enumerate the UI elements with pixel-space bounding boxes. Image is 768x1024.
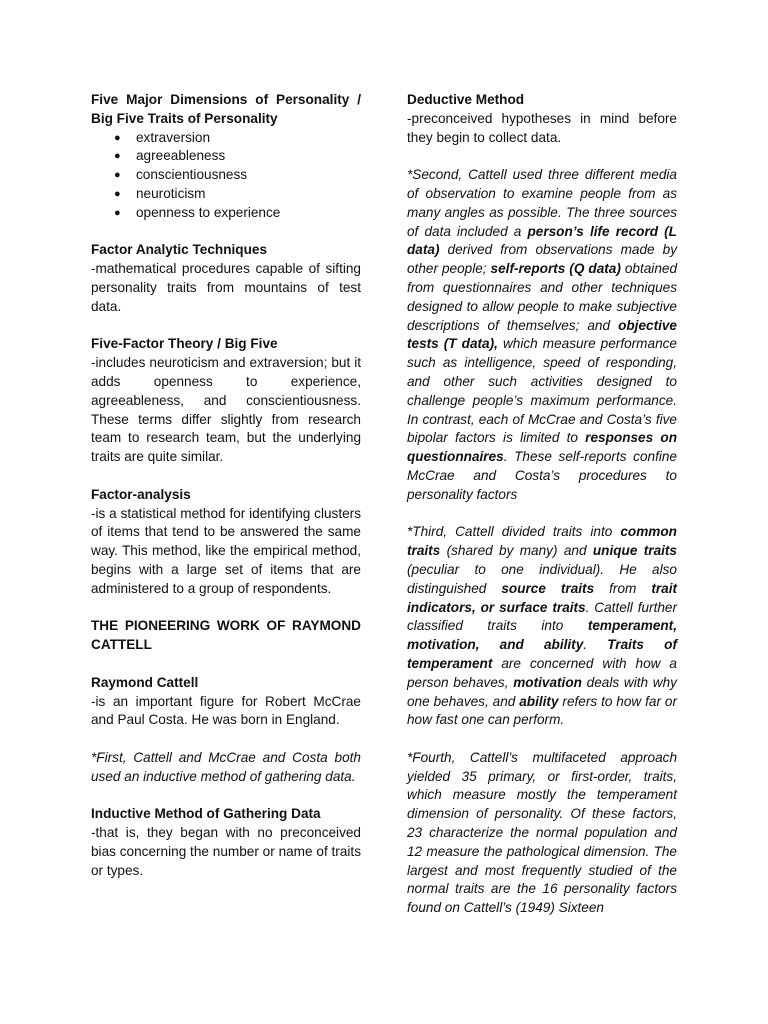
left-column: [91, 91, 361, 880]
factor-analytic-heading: Factor Analytic Techniques: [91, 242, 268, 258]
text-run: .: [583, 637, 608, 653]
list-item: [91, 185, 361, 204]
pioneering-heading: THE PIONEERING WORK OF RAYMOND CATTELL: [91, 618, 361, 653]
text-run: are concerned with how a person behaves,: [407, 655, 677, 690]
five-factor-text: -includes neuroticism and extraversion; but it adds openness to experience, agreeableness, and conscientiousness. These terms differ slightly from research team to research team, but the underlying traits are quite similar.: [91, 355, 361, 465]
bullet-icon: ●: [114, 169, 121, 182]
text-run: *Third, Cattell divided traits into: [407, 524, 621, 540]
bullet-icon: ●: [114, 187, 121, 200]
list-item-text: openness to experience: [136, 204, 281, 220]
big-five-list: [91, 129, 361, 223]
text-run-bold: ability: [519, 693, 559, 709]
text-run-bold: self-reports (Q data): [490, 261, 621, 277]
text-run: . Cattell further classified traits into: [407, 599, 678, 634]
factor-analysis-heading: Factor-analysis: [91, 486, 191, 502]
text-run: (shared by many) and: [440, 543, 593, 559]
text-run: which measure performance such as intelligence, speed of responding, and other such activities designed to challenge people’s maximum performance. In contrast, each of McCrae and Costa’s five bipolar factors is limited to: [407, 336, 677, 446]
list-item-text: agreeableness: [136, 148, 226, 164]
list-item-text: conscientiousness: [136, 167, 248, 183]
text-run-bold: source traits: [501, 580, 595, 596]
text-run-bold: person’s life record (L data): [407, 223, 677, 258]
factor-analytic-text: -mathematical procedures capable of sifting personality traits from mountains of test data.: [91, 261, 361, 314]
text-run-bold: temperament, motivation, and ability: [407, 618, 677, 653]
list-item: [91, 204, 361, 223]
list-item-text: neuroticism: [136, 185, 206, 201]
third-point-text: [407, 523, 677, 730]
text-run-bold: trait indicators, or surface traits: [407, 580, 677, 615]
list-item-text: extraversion: [136, 129, 211, 145]
list-item: [91, 129, 361, 148]
text-run: . These self-reports confine McCrae and Costa’s procedures to personality factors: [407, 449, 677, 502]
text-run-bold: responses on questionnaires: [407, 430, 678, 465]
bullet-icon: ●: [114, 131, 121, 144]
big-five-heading: Five Major Dimensions of Personality / Big Five Traits of Personality: [91, 92, 361, 126]
deductive-text: -preconceived hypotheses in mind before they begin to collect data.: [407, 110, 677, 145]
deductive-heading: Deductive Method: [407, 92, 525, 107]
list-item: [91, 166, 361, 185]
list-item: [91, 147, 361, 166]
second-point-text: [407, 166, 677, 504]
inductive-text: -that is, they began with no preconceived bias concerning the number or name of traits or types.: [91, 825, 361, 878]
factor-analysis-text: -is a statistical method for identifying clusters of items that tend to be answered the same way. This method, like the empirical method, begins with a large set of items that are administered to a group of respondents.: [91, 505, 361, 596]
text-run: (peculiar to one individual). He also distinguished: [407, 561, 677, 596]
five-factor-heading: Five-Factor Theory / Big Five: [91, 336, 278, 352]
text-run-bold: common traits: [407, 524, 677, 559]
cattell-text: -is an important figure for Robert McCrae and Paul Costa. He was born in England.: [91, 693, 361, 728]
text-run-bold: objective tests (T data),: [407, 317, 677, 352]
text-run: obtained from questionnaires and other techniques designed to allow people to make subjective descriptions of themselves; and: [407, 261, 678, 333]
text-run: derived from observations made by other people;: [407, 242, 677, 277]
bullet-icon: ●: [114, 150, 121, 163]
inductive-heading: Inductive Method of Gathering Data: [91, 806, 321, 822]
right-column: [407, 91, 677, 918]
text-run-bold: Traits of temperament: [407, 637, 677, 671]
first-point-text: *First, Cattell and McCrae and Costa both used an inductive method of gathering data.: [91, 749, 361, 784]
text-run-bold: unique traits: [592, 543, 677, 559]
fourth-point-text: *Fourth, Cattell’s multifaceted approach yielded 35 primary, or first-order, traits, which measure mostly the temperament dimension of personality. Of these factors, 23 characterize the normal population and 12 measure the pathological dimension. The largest and most frequently studied of the normal traits are the 16 personality factors found on Cattell’s (1949) Sixteen: [407, 749, 677, 916]
text-run-bold: motivation: [513, 674, 582, 690]
cattell-heading: Raymond Cattell: [91, 674, 199, 690]
text-run: deals with why one behaves, and: [407, 674, 677, 709]
text-run: *Second, Cattell used three different media of observation to examine people from as many angles as possible. The three sources of data included a: [407, 167, 677, 239]
text-run: refers to how far or how fast one can perform.: [407, 693, 677, 728]
text-run: from: [594, 580, 652, 596]
bullet-icon: ●: [114, 206, 121, 219]
